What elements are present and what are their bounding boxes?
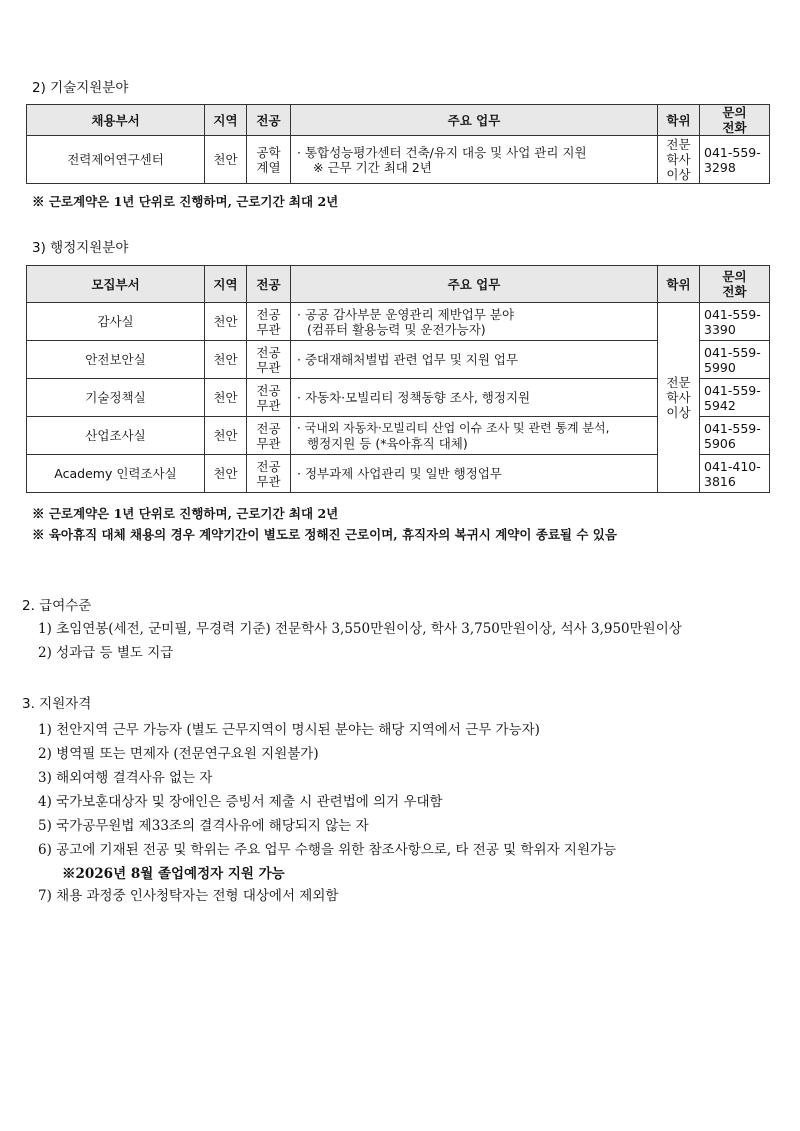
- phone-cell: [700, 136, 770, 184]
- qualification-item: 5) 국가공무원법 제33조의 결격사유에 해당되지 않는 자: [38, 818, 369, 834]
- duty-line: ※ 근무 기간 최대 2년: [313, 159, 432, 175]
- region-cell: 천안: [205, 379, 247, 417]
- region-cell: 천안: [205, 303, 247, 341]
- header-phone: [700, 105, 770, 136]
- dept-cell: 산업조사실: [27, 417, 205, 455]
- duty-cell: [291, 303, 658, 341]
- admin-table: [26, 265, 770, 493]
- qualification-item: 1) 천안지역 근무 가능자 (별도 근무지역이 명시된 분야는 해당 지역에서 근무 가능자): [38, 722, 540, 738]
- major-cell: 전공 무관: [247, 303, 291, 341]
- duty-cell: [291, 417, 658, 455]
- phone-cell: 041-410- 3816: [700, 455, 770, 493]
- salary-item: 1) 초임연봉(세전, 군미필, 무경력 기준) 전문학사 3,550만원이상, 학사 3,750만원이상, 석사 3,950만원이상: [38, 621, 682, 637]
- header-phone-line1: 문의: [722, 269, 747, 284]
- header-major: 전공: [247, 266, 291, 303]
- header-dept: 채용부서: [27, 105, 205, 136]
- header-duty: 주요 업무: [291, 105, 658, 136]
- dept-cell: 안전보안실: [27, 341, 205, 379]
- tech-header-row: [27, 105, 770, 136]
- duty-cell: · 중대재해처벌법 관련 업무 및 지원 업무: [291, 341, 658, 379]
- qualification-item: 2) 병역필 또는 면제자 (전문연구요원 지원불가): [38, 746, 319, 762]
- header-degree: 학위: [658, 266, 700, 303]
- header-major: 전공: [247, 105, 291, 136]
- tech-table: [26, 104, 770, 184]
- qualification-item: 6) 공고에 기재된 전공 및 학위는 주요 업무 수행을 위한 참조사항으로, 타 전공 및 학위자 지원가능: [38, 842, 617, 858]
- qualification-note: ※2026년 8월 졸업예정자 지원 가능: [62, 866, 285, 882]
- header-degree: 학위: [658, 105, 700, 136]
- duty-line: · 통합성능평가센터 건축/유지 대응 및 사업 관리 지원: [297, 144, 587, 160]
- major-cell: [247, 136, 291, 184]
- major-cell: 전공 무관: [247, 417, 291, 455]
- dept-cell: 감사실: [27, 303, 205, 341]
- table-row: [27, 303, 770, 341]
- admin-note-2: ※ 육아휴직 대체 채용의 경우 계약기간이 별도로 정해진 근로이며, 휴직자의 복귀시 계약이 종료될 수 있음: [32, 527, 617, 542]
- qualification-item: 4) 국가보훈대상자 및 장애인은 증빙서 제출 시 관련법에 의거 우대함: [38, 794, 443, 810]
- table-row: [27, 136, 770, 184]
- admin-section-title: 3) 행정지원분야: [32, 240, 129, 256]
- tech-note: ※ 근로계약은 1년 단위로 진행하며, 근로기간 최대 2년: [32, 194, 339, 209]
- tech-section-title: 2) 기술지원분야: [32, 80, 129, 96]
- major-text: 공학 계열: [256, 144, 281, 175]
- phone-cell: 041-559- 3390: [700, 303, 770, 341]
- duty-line: · 공공 감사부문 운영관리 제반업무 분야: [297, 306, 515, 322]
- admin-note-1: ※ 근로계약은 1년 단위로 진행하며, 근로기간 최대 2년: [32, 506, 339, 521]
- qualification-item: 3) 해외여행 결격사유 없는 자: [38, 770, 213, 786]
- phone-cell: 041-559- 5942: [700, 379, 770, 417]
- salary-item: 2) 성과급 등 별도 지급: [38, 645, 174, 661]
- duty-cell: · 정부과제 사업관리 및 일반 행정업무: [291, 455, 658, 493]
- header-phone-line2: 전화: [722, 284, 747, 299]
- qualification-item: 7) 채용 과정중 인사청탁자는 전형 대상에서 제외함: [38, 888, 339, 904]
- phone-cell: 041-559- 5990: [700, 341, 770, 379]
- qualification-title: 3. 지원자격: [22, 696, 92, 712]
- major-cell: 전공 무관: [247, 455, 291, 493]
- region-cell: 천안: [205, 417, 247, 455]
- duty-cell: · 자동차·모빌리티 정책동향 조사, 행정지원: [291, 379, 658, 417]
- duty-line: (컴퓨터 활용능력 및 운전가능자): [307, 321, 486, 337]
- header-phone-line2: 전화: [722, 120, 747, 135]
- dept-cell: 전력제어연구센터: [27, 136, 205, 184]
- header-region: 지역: [205, 105, 247, 136]
- region-cell: 천안: [205, 136, 247, 184]
- major-cell: 전공 무관: [247, 341, 291, 379]
- region-cell: 천안: [205, 455, 247, 493]
- salary-title: 2. 급여수준: [22, 598, 92, 614]
- degree-cell: 전문 학사 이상: [658, 303, 700, 493]
- header-duty: 주요 업무: [291, 266, 658, 303]
- major-cell: 전공 무관: [247, 379, 291, 417]
- degree-text: 전문 학사 이상: [666, 137, 691, 182]
- dept-cell: Academy 인력조사실: [27, 455, 205, 493]
- region-cell: 천안: [205, 341, 247, 379]
- header-dept: 모집부서: [27, 266, 205, 303]
- header-phone: [700, 266, 770, 303]
- phone-text: 041-559- 3298: [704, 144, 761, 175]
- dept-cell: 기술정책실: [27, 379, 205, 417]
- duty-cell: [291, 136, 658, 184]
- duty-line: · 국내외 자동차·모빌리티 산업 이슈 조사 및 관련 통계 분석,: [297, 420, 610, 435]
- header-region: 지역: [205, 266, 247, 303]
- header-phone-line1: 문의: [722, 105, 747, 120]
- duty-line: 행정지원 등 (*육아휴직 대체): [307, 435, 468, 451]
- phone-cell: 041-559- 5906: [700, 417, 770, 455]
- admin-header-row: [27, 266, 770, 303]
- degree-cell: [658, 136, 700, 184]
